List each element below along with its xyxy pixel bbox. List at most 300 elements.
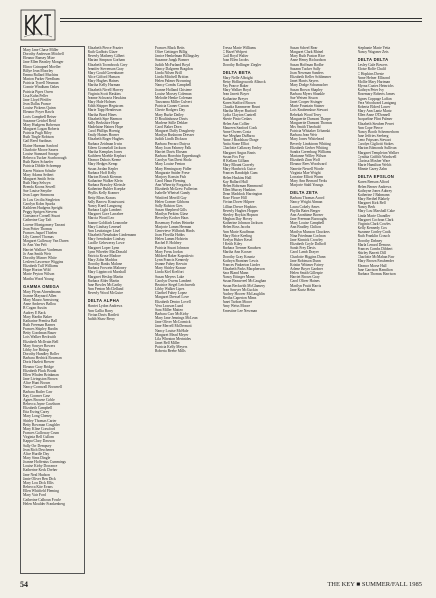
footer	[20, 580, 422, 592]
kkg-logo-icon	[20, 9, 56, 41]
name-list	[23, 48, 82, 281]
member-name: Mary Kline Crawford	[23, 426, 56, 431]
member-name: Dorothy Mizner White	[23, 255, 57, 260]
name-list	[358, 63, 423, 171]
member-name: Suzann Tucker Sally	[290, 66, 321, 71]
member-name: Suzanne Conley Craik	[357, 230, 391, 235]
member-name: Eleanor Gray Bridge	[23, 364, 54, 369]
member-name: Jane Ellen Beasley Monger	[23, 60, 64, 65]
member-name: Audrey Hoover McLaughlin	[222, 291, 265, 296]
member-name: Margaret Clark Rhinel	[290, 50, 324, 55]
member-name: Patricia Whitaker Urbanski	[290, 129, 331, 134]
member-name: Frances Black Betts	[155, 46, 185, 50]
member-name: Mildred Baker Kapralovic	[155, 253, 194, 258]
member-name: Nina Friedman Cochran	[290, 233, 326, 238]
name-column-4	[223, 46, 288, 574]
member-name: Marguerite Dumont Tharpe	[290, 116, 331, 121]
member-name: Elizabeth Sipe Harmon	[87, 116, 122, 121]
member-name: Frances Pinkerton Linder	[222, 262, 260, 267]
member-name: Kathleen Hudgens Speight	[23, 205, 63, 210]
member-name: Betty Bowman Coughler	[23, 422, 60, 427]
member-name: C Hazel Wolpert	[222, 50, 248, 55]
member-name: Fay Pearce Baker	[222, 84, 249, 89]
member-name: Anne Owens Costa	[222, 129, 251, 134]
member-name: Jane Garrison Hamilton	[357, 267, 393, 272]
member-name: Betty Bloss Krauss	[87, 195, 116, 200]
member-name: Margarate Snider Frese	[155, 170, 190, 175]
name-column-3	[155, 46, 220, 574]
member-name: Virginia Scott Haskins	[87, 91, 121, 96]
member-name: Mary Ann Lantz Martz	[357, 109, 392, 114]
member-name: Ann Cope Pierce	[357, 125, 383, 130]
column-list	[290, 46, 355, 292]
member-name: Dorothy Gray Kountz	[222, 254, 255, 259]
member-name: Harriet Davis Ehrsam	[155, 149, 188, 154]
member-name: Joanne Goldfarb Leanonhe	[87, 220, 128, 225]
member-name: Beverly Hughes Hopper	[222, 208, 259, 213]
member-name: Margaret Galloway Van Duren	[23, 239, 69, 244]
member-name: Nancy Ettinger Mann	[222, 275, 255, 280]
member-name: Doris Hazlett Brewer	[23, 360, 55, 365]
member-name: Mary Lou Marshall Cake	[357, 209, 395, 214]
name-list	[290, 46, 355, 187]
member-name: Lisa Kuhn Peller	[23, 93, 48, 98]
chapter-heading: DELTA EPSILON	[357, 174, 395, 180]
member-name: Mary Ann Bernard Yerks	[290, 179, 328, 183]
member-name: Catherine Calhoun Fowle	[23, 497, 61, 502]
member-name: Mary Hudgens Roberson	[23, 122, 61, 127]
member-name: Lorene Montgomery Tarrant	[23, 222, 66, 227]
member-name: Charlotte McMahan Farr	[357, 255, 395, 260]
member-name: Anita Stone Elliot	[222, 142, 250, 147]
member-name: Ruth Gadbois Glaze	[87, 50, 118, 55]
member-name: Mary Long Cheney	[23, 414, 52, 419]
member-name: Susan Brown Shapley	[290, 87, 323, 92]
member-name: Louise Stannard Savage	[23, 151, 59, 156]
member-name: Susan Scheel Rear	[290, 46, 318, 50]
member-name: Sarah Frey Davis	[290, 246, 316, 251]
member-name: Elizabeth McGrew Fullerton	[155, 187, 198, 192]
member-name: Helen Palmer Browning	[155, 79, 191, 84]
member-name: Jo Lou Cecilia Singleton	[23, 197, 60, 202]
member-name: Rosemary Roberts James	[357, 92, 395, 97]
member-name: Kappa Clary Dawson	[23, 439, 55, 444]
member-name: Margaret Kirk Bell	[357, 201, 386, 206]
member-name: Lois Knabenshue Stewart	[290, 108, 328, 113]
member-name: Margaret Cochran Clark	[357, 217, 394, 222]
member-name: Patricia Pugh Riley	[23, 131, 52, 136]
member-name: Dorothy Dabney	[357, 238, 383, 243]
name-list	[223, 46, 288, 67]
member-name: Phyllis Bates Berger	[290, 208, 321, 213]
member-name: Mary Lindsay Leneuel	[87, 224, 122, 229]
member-name: Harriet Lydon Andrews	[87, 304, 123, 309]
member-name: Jennifer Stevenson Gray	[87, 66, 124, 71]
member-name: Ruth Tingle Robison	[23, 135, 54, 140]
member-name: Beatrice Siegel Letchwerth	[155, 282, 196, 287]
member-name: Sara Bland Mann	[222, 271, 249, 276]
member-name: Harriet Brown Gray	[290, 275, 320, 280]
member-name: Judith Lindh Dickson	[155, 137, 187, 142]
member-name: Roberta Beebe Mills	[155, 349, 186, 354]
member-name: Elizabeth Roger Hughes	[87, 137, 124, 142]
member-name: Mary Jones Whitehead	[290, 137, 324, 142]
member-name: Rebecca Tucker Scarborough	[23, 156, 67, 161]
member-name: Marion Parker Needham	[23, 77, 60, 82]
member-name: Margaret Loper Lynn	[87, 245, 120, 250]
member-name: Susan Beckwith McGlamery	[222, 283, 266, 288]
member-name: B Cogan Austin	[23, 306, 47, 311]
member-name: Jane Freeman Burroughs	[290, 217, 327, 222]
member-name: Susan Hoffman Rodhe	[290, 62, 324, 67]
member-name: Ellen Murray Hankins	[222, 188, 256, 192]
member-name: Sherley Boykin Hopson	[222, 212, 258, 217]
member-name: Patricia Stuart Johnson	[155, 245, 190, 250]
member-name: Sally Barrow Krautwurst	[87, 199, 125, 204]
member-name: Jane Neal Hudson	[23, 472, 50, 477]
member-name: Phyllis Kelly Kramer	[87, 191, 120, 196]
member-name: Rebecca Jayne Cawthorn	[23, 401, 61, 406]
member-name: Kathleen Moehle Kephart	[87, 154, 126, 159]
member-name: Nancy Kneil Langsong	[87, 203, 122, 208]
member-name: Lois Walker Beckwith	[23, 335, 57, 340]
member-name: Ellen Whalen Brinkman	[23, 372, 59, 377]
member-name: Alice Gifford Hanson	[87, 75, 120, 80]
chapter-heading: DELTA ALPHA	[87, 298, 120, 304]
member-name: Marie Fountain Stainer	[290, 104, 325, 109]
member-name: Mary Nelle Albright	[222, 75, 253, 80]
member-name: Marjorie Stahl Youngs	[290, 183, 324, 188]
member-name: Audrey E Back	[23, 310, 46, 315]
member-name: Elizabeth Tull Williams	[23, 264, 59, 269]
member-name: Marian Simpson Gorham	[87, 58, 125, 63]
member-name: Billye Jean Moorley	[23, 68, 54, 73]
member-name: Eleanor Poyer Rawls	[23, 110, 55, 115]
member-name: Katharine Walker Klein	[87, 179, 123, 183]
name-list	[358, 46, 423, 54]
member-name: Vivian Davis Bartlett	[87, 312, 119, 317]
member-name: Frances Randolph Gum	[222, 171, 258, 176]
member-name: Jo Ann Smith Weir	[23, 251, 52, 256]
member-name: Elinor Grinupnel Moeller	[23, 64, 61, 69]
member-name: Mary Freas Jordan	[155, 249, 183, 254]
member-name: Linda Marie Chandler	[357, 213, 391, 218]
member-name: Nancy Booth Schermerhorn	[357, 129, 399, 134]
member-name: Mary Hale Holmes	[87, 100, 116, 105]
member-name: Barbara Butler Carr	[23, 389, 53, 394]
member-name: Mary Walker Boyd	[222, 88, 251, 93]
member-name: Mary Jane Jennings McLean	[155, 316, 198, 321]
member-name: Virginia Bell Cullom	[23, 435, 55, 440]
member-name: Brenda Koonz Sewell	[23, 185, 56, 190]
member-name: Linda Kiel Krelfort	[155, 270, 184, 275]
member-name: Mary Shirley Krause	[155, 266, 186, 271]
member-name: Joan Flovilla Hobbs	[155, 233, 185, 238]
member-name: Margaret Smith Seitz	[23, 176, 55, 181]
member-name: Elizabeth Keller Schlimmer	[290, 75, 332, 80]
member-name: C Hopkins Dreste	[357, 71, 384, 76]
member-name: Helen Smith Gillespie	[290, 271, 323, 276]
member-name: Judith Shaw Berry	[87, 316, 115, 321]
column-list	[155, 46, 220, 354]
member-name: Sara Miller Matteo	[155, 307, 184, 312]
member-name: Suzanne Jungk Bonner	[155, 58, 190, 63]
member-name: Agnes Browne Coble	[23, 397, 55, 402]
member-name: Dean Maddock Harrington	[222, 192, 263, 197]
member-name: Patricia Dibble Schrempp	[23, 164, 62, 169]
member-name: Sue Louise Smythe	[23, 189, 52, 194]
member-name: Beverly Wood McGuire	[87, 291, 123, 296]
member-name: Dorothy Hundley Boller	[23, 352, 60, 357]
member-name: Carolyn Gigliotti Stokes	[357, 142, 394, 147]
member-name: Sherie Pinto Cedars	[222, 117, 252, 122]
member-name: Kathryn Peter Ivy	[357, 88, 384, 93]
member-name: Martha Kempkes Jones	[87, 149, 123, 154]
member-name: Connie Windham Oakes	[23, 85, 60, 90]
member-name: Eleanor Morse Hall	[357, 263, 387, 268]
member-name: Ruth Franklin Crouch	[357, 234, 390, 239]
member-name: Madelaine Haines Hope	[87, 124, 124, 129]
name-list	[290, 196, 355, 292]
member-name: Alice Hurdle Day	[23, 451, 50, 456]
member-name: Elizabeth Coyle Dalhoff	[290, 242, 326, 247]
chapter-heading: GAMMA OMEGA	[23, 283, 60, 289]
member-name: Ruth Harp Selwyn	[23, 181, 51, 185]
member-name: Mary Burke Dailey	[155, 112, 184, 117]
member-name: Katherine J Bahmann	[357, 192, 390, 197]
member-name: Lynn Wheeler MacDonald	[87, 249, 127, 254]
member-name: Patricia Tyrrell Neuman	[23, 81, 59, 86]
member-name: Amy Weiss Moore	[222, 304, 251, 309]
member-name: Kay Ballard Hall	[222, 179, 248, 184]
member-name: Clarissa Mosher Ware	[357, 158, 391, 163]
member-name: Tressa Marie Williams	[222, 46, 256, 50]
member-name: Gail Boyd Walter	[222, 54, 249, 59]
member-name: Lynn Francis Kennedy	[155, 257, 189, 262]
member-name: Karen Stafford Brown	[222, 100, 256, 105]
member-name: Elizabeth Pluck Brunk	[23, 368, 57, 373]
member-name: Claribel Fahey Lopez	[155, 291, 187, 296]
member-name: Helen Lamm Holstein	[155, 237, 188, 242]
name-column-2	[88, 46, 153, 574]
member-name: Barbara Jean Weir	[290, 133, 318, 138]
member-name: Nancy Dalgreen Bragdon	[155, 66, 193, 71]
member-name: Isabelle Wheisel Gandy	[155, 191, 191, 196]
member-name: Minnie Cazey Zahn	[357, 167, 387, 172]
member-name: Jean Potter Thomas	[23, 226, 53, 231]
member-name: Barbara Thomas Acord	[290, 196, 325, 201]
member-name: H Kellam Gilliam	[222, 158, 250, 163]
member-name: Sally Berkshire Hope	[87, 120, 120, 125]
member-name: Libby Joe Bishop	[23, 347, 50, 352]
boxed-list	[20, 46, 85, 574]
name-list	[155, 46, 220, 354]
member-name: Barbara Trenner Knudsen	[222, 246, 261, 251]
member-name: Janet Tarbon Moore	[222, 300, 253, 305]
member-name: Eleanor Dubois Keene	[87, 158, 121, 163]
member-name: Marie Tapp Henderson	[87, 108, 122, 113]
member-name: Patricia Graner Curran	[155, 104, 189, 109]
member-name: Carolyn Owens Lambert	[155, 278, 192, 283]
member-name: Margaret Logan Roberts	[23, 126, 60, 131]
member-name: Jane Kurtz Helm	[290, 287, 315, 292]
member-name: Carol Baker Dorn	[155, 124, 182, 129]
member-name: Helen Ross Jacobs	[222, 225, 251, 230]
member-name: Margaret Duffy Dougherty	[155, 129, 195, 134]
member-name: Jean Luper Simmons	[23, 193, 55, 198]
member-name: Patricia Pipes Owen	[23, 89, 53, 94]
member-name: Cynthia Griffith Wardwell	[357, 154, 397, 159]
member-name: Susan Meyers Lake	[155, 274, 185, 279]
member-name: Ellen Whitfield Fleming	[23, 489, 59, 494]
member-name: Elizabeth Dentro Lovell	[155, 299, 191, 304]
member-name: Louise Kirby Dorrance	[23, 464, 58, 469]
member-name: Katharine Prentiss Ball	[23, 318, 58, 323]
member-name: Mary Lou Dick Ellis	[23, 480, 54, 485]
member-name: Mary Louise Fenton	[155, 162, 186, 167]
member-name: Mrs Smith Theobald	[290, 124, 321, 129]
member-name: Helen Rohrman Hammond	[222, 183, 263, 188]
member-name: Marjory Konsin Fish	[155, 174, 186, 179]
member-name: Mary Brice Keeling	[222, 233, 252, 238]
member-name: Eloise Rolfe Chalif	[357, 67, 386, 72]
member-name: Martha Wood Young	[23, 276, 54, 281]
member-name: Mary Louise Campbell	[290, 221, 325, 226]
member-name: Ann Wherrity Forgatsch	[155, 183, 191, 188]
member-name: Carolyn Kolm Sparks	[23, 201, 56, 206]
member-name: Mary Lippincott Marshall	[87, 270, 126, 275]
member-name: Etta Ewing Carey	[23, 410, 50, 415]
member-name: Helen Cramer Gibbons	[155, 199, 190, 204]
member-name: Jane Bowles McCarthy	[87, 282, 122, 287]
member-name: Jacqueline Flint Palmer	[357, 117, 393, 122]
member-name: Lesley Gale Bowers	[357, 63, 388, 68]
member-name: Myrna Coates Heinrichs	[357, 84, 394, 89]
member-name: Ann Gallia Barry	[87, 308, 114, 313]
member-name: Marion Edmonds Sullivan	[357, 146, 397, 151]
member-name: Mary Gould Greenhauer	[87, 70, 124, 75]
member-name: Karen Watson Schulte	[23, 168, 56, 173]
member-name: Martha Kelly Harman	[87, 83, 121, 88]
member-name: Ruth Bates Schaefer	[23, 160, 54, 165]
member-name: Eileen Gromelaff Jackson	[87, 145, 126, 150]
member-name: Rebecca Kite Evans	[23, 485, 53, 490]
member-name: Ernestine Lee Newman	[222, 308, 258, 313]
member-name: Louise Pickens Quinn	[23, 106, 56, 111]
page-number: 54	[20, 580, 28, 589]
member-name: Janet Cooper Sisinger	[290, 100, 323, 105]
member-name: Ruth Freeman Barnes	[23, 323, 56, 327]
member-name: Loris Campbell Reiser	[23, 114, 57, 119]
member-name: Frances Shipley Bardin	[23, 327, 58, 332]
member-name: Patricia Kelly Meyers	[155, 345, 188, 350]
member-name: Susan Beauvreel McCaughan	[222, 279, 267, 284]
member-name: Katherine Buhler Koepke	[87, 187, 126, 192]
member-name: Katharine Breyer	[222, 96, 248, 101]
member-name: Marguerite Dumont Thomas	[290, 120, 333, 125]
member-name: Lydia Clayton Cantrell	[222, 113, 257, 118]
member-name: Mary Flynn Ahrendmann	[23, 289, 61, 294]
member-name: Marcia Wood Leo	[87, 216, 115, 221]
member-name: Rebekah Wood Terry	[290, 112, 322, 117]
member-name: Eleanor Rees Woodward	[290, 162, 327, 167]
member-name: Jane Oliver McCormick	[155, 320, 191, 325]
member-name: Mary Joan Fahrney Falk	[155, 145, 192, 150]
member-name: Margaret Dressel Love	[155, 295, 189, 300]
member-name: Mary Hemingway Fidler	[155, 166, 192, 171]
member-name: Susan Shepherd Gills	[155, 208, 187, 213]
member-name: Harriet Wallace Vardeman	[23, 247, 62, 252]
member-name: Elizabeth Steuben Perret	[357, 121, 394, 126]
member-name: Katherine Johnson Jackson	[222, 221, 263, 226]
member-name: Lily Carmel Thomas	[23, 235, 54, 240]
name-column-1	[20, 46, 85, 574]
member-name: Jeanne Schwartz Hawkins	[87, 95, 127, 100]
member-name: Barbara Zeidman Irwin	[87, 141, 123, 146]
member-name: Jane Merrell McDermott	[155, 324, 192, 329]
member-name: Kathryne Jones Aubrey	[357, 188, 393, 193]
member-name: Lillian Drewe Hopkins	[222, 204, 257, 209]
name-column-6	[358, 46, 423, 574]
footer-title: THE KEY ■ SUMMER/FALL 1985	[327, 581, 422, 588]
member-name: Jane Kinnick Crowley	[290, 237, 323, 242]
member-name: Laura Cokely Ames	[290, 204, 320, 209]
member-name: Joan Ellen Jacobs	[222, 58, 249, 63]
member-name: Joan Newman Sanders	[290, 70, 324, 75]
member-name: Jane Livingston Brown	[23, 377, 58, 382]
member-name: Rosemary Forbes Heineke	[155, 220, 195, 225]
member-name: Joanne Hoffenius Cummings	[23, 460, 66, 465]
member-name: Mary Sawyer Bowers	[23, 343, 56, 348]
member-name: Charlotte Callaway Emley	[222, 146, 262, 151]
member-name: Virginia Mae Wright	[290, 170, 321, 175]
member-name: Linda Mitchell Britton	[155, 75, 189, 80]
member-name: Barbara Light Lambert	[87, 208, 122, 213]
member-name: Jean Rich Deschenes	[23, 447, 55, 452]
member-name: Marilyn Busboom Dresser	[155, 133, 195, 138]
member-name: Nancy Berk	[357, 205, 376, 210]
member-name: Charlotte Higgins Dunn	[290, 254, 326, 259]
member-name: Janice Henkelman Billingsley	[155, 54, 200, 59]
member-name: Cherie Rodgers Day	[155, 108, 186, 113]
member-name: Marlene Stille Dekker	[155, 120, 188, 125]
member-name: Ann Fenton McClelland	[87, 287, 124, 292]
member-name: Edith Shipper Hegstrom	[87, 104, 124, 109]
member-name: Beverley Kocher Haas	[155, 216, 189, 221]
member-name: Virginia Clark Cowles	[357, 221, 391, 226]
member-name: Elaine Harman Sanford	[23, 143, 58, 148]
member-name: Joanne Maynard Allen	[23, 293, 57, 298]
member-name: Joanne Holland Chistene	[155, 87, 192, 92]
chapter-heading: DELTA BETA	[222, 69, 251, 75]
member-name: Jeanne Fahey Kerwin	[155, 262, 187, 267]
member-name: Beverly Matheny Gilbert	[87, 54, 125, 59]
member-name: Sally Ralston Gies	[155, 203, 183, 208]
member-name: Mary Vair Ford	[23, 493, 46, 498]
member-name: Martha Meyer Burford	[222, 109, 257, 114]
member-name: Janet Harris Sayers	[290, 79, 319, 84]
member-name: Anne J Bradshaw Drage	[222, 138, 259, 143]
member-name: Barbara Hedrick Bowman	[23, 356, 62, 361]
member-name: Marilyn Perkins Glase	[155, 212, 189, 217]
column-list	[223, 46, 288, 313]
member-name: Carol Phillips Hoenig	[87, 129, 120, 134]
name-list	[88, 304, 153, 321]
name-column-5	[290, 46, 355, 574]
member-name: Winifred Merrill Gay	[155, 195, 187, 200]
member-name: Marilyn Pruitt Harris	[290, 283, 322, 288]
member-name: Lila Wheaton Merinides	[155, 336, 191, 341]
